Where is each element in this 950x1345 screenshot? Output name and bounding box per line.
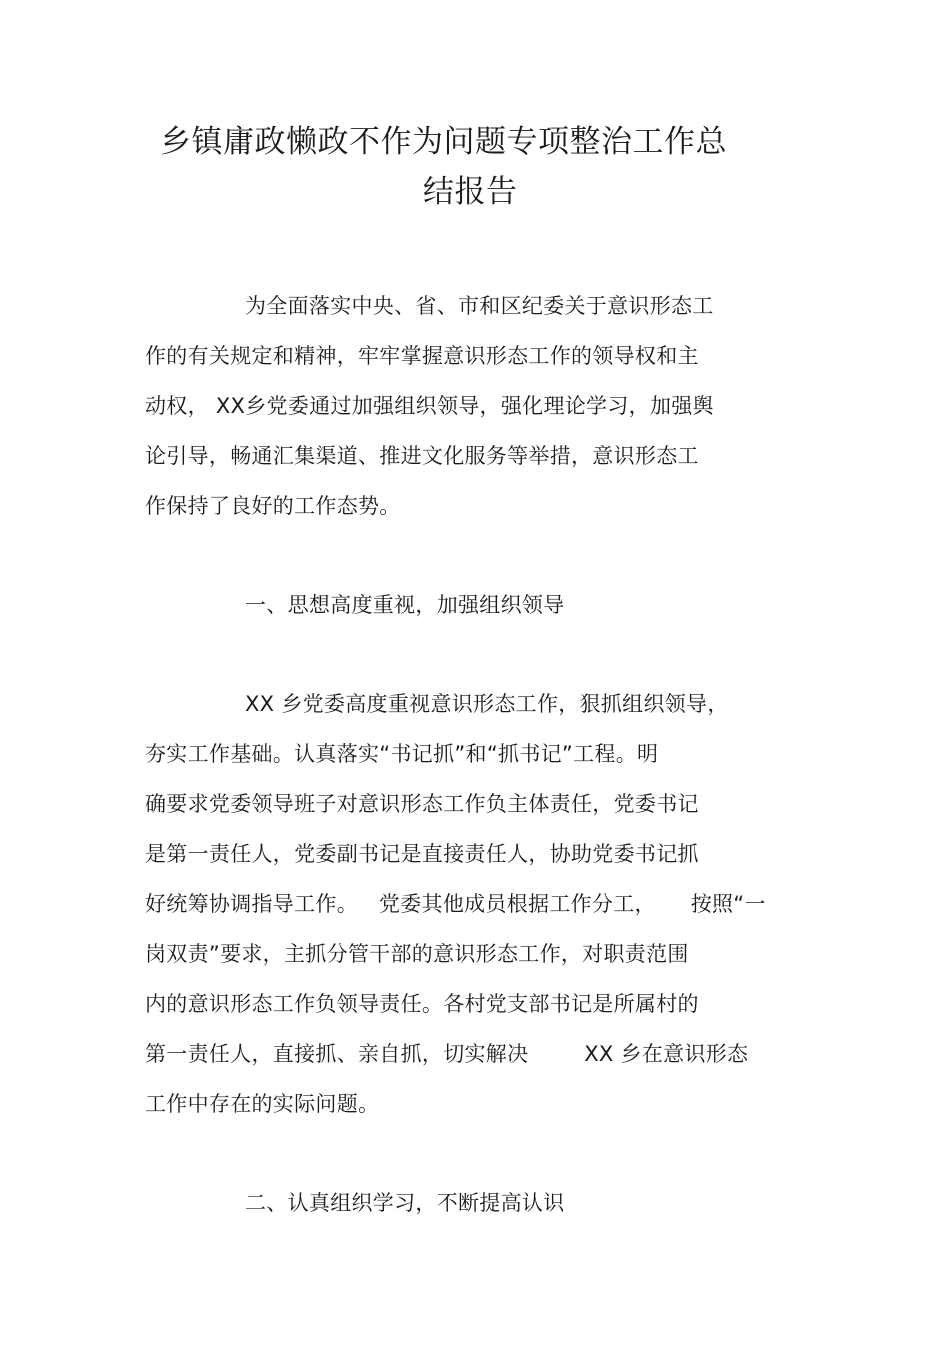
paragraph-1-line-2: 作的有关规定和精神，牢牢掌握意识形态工作的领导权和主 — [145, 344, 699, 368]
section-heading-2: 二、认真组织学习，不断提高认识 — [245, 1191, 565, 1215]
paragraph-2-line-2: 夯实工作基础。认真落实“书记抓”和“抓书记”工程。明 — [145, 742, 659, 766]
paragraph-2-line-7: 内的意识形态工作负领导责任。各村党支部书记是所属村的 — [145, 992, 699, 1016]
paragraph-2-line-1: XX 乡党委高度重视意识形态工作，狠抓组织领导， — [245, 692, 729, 716]
paragraph-1-line-1: 为全面落实中央、省、市和区纪委关于意识形态工 — [245, 294, 714, 318]
section-heading-1: 一、思想高度重视，加强组织领导 — [245, 593, 565, 617]
paragraph-2-line-3: 确要求党委领导班子对意识形态工作负主体责任，党委书记 — [145, 792, 699, 816]
paragraph-1-line-5: 作保持了良好的工作态势。 — [145, 494, 401, 518]
paragraph-2-line-8: 第一责任人，直接抓、亲自抓，切实解决 XX 乡在意识形态 — [145, 1042, 749, 1066]
paragraph-1-line-4: 论引导，畅通汇集渠道、推进文化服务等举措，意识形态工 — [145, 444, 699, 468]
paragraph-2-line-6: 岗双责”要求，主抓分管干部的意识形态工作，对职责范围 — [145, 942, 689, 966]
document-title-line-2: 结报告 — [423, 174, 518, 210]
paragraph-2-line-5: 好统筹协调指导工作。 党委其他成员根据工作分工， 按照“一 — [145, 892, 766, 916]
document-title-line-1: 乡镇庸政懒政不作为问题专项整治工作总 — [160, 124, 727, 160]
paragraph-2-line-4: 是第一责任人，党委副书记是直接责任人，协助党委书记抓 — [145, 842, 699, 866]
paragraph-1-line-3: 动权， XX乡党委通过加强组织领导，强化理论学习，加强舆 — [145, 394, 714, 418]
paragraph-2-line-9: 工作中存在的实际问题。 — [145, 1092, 380, 1116]
